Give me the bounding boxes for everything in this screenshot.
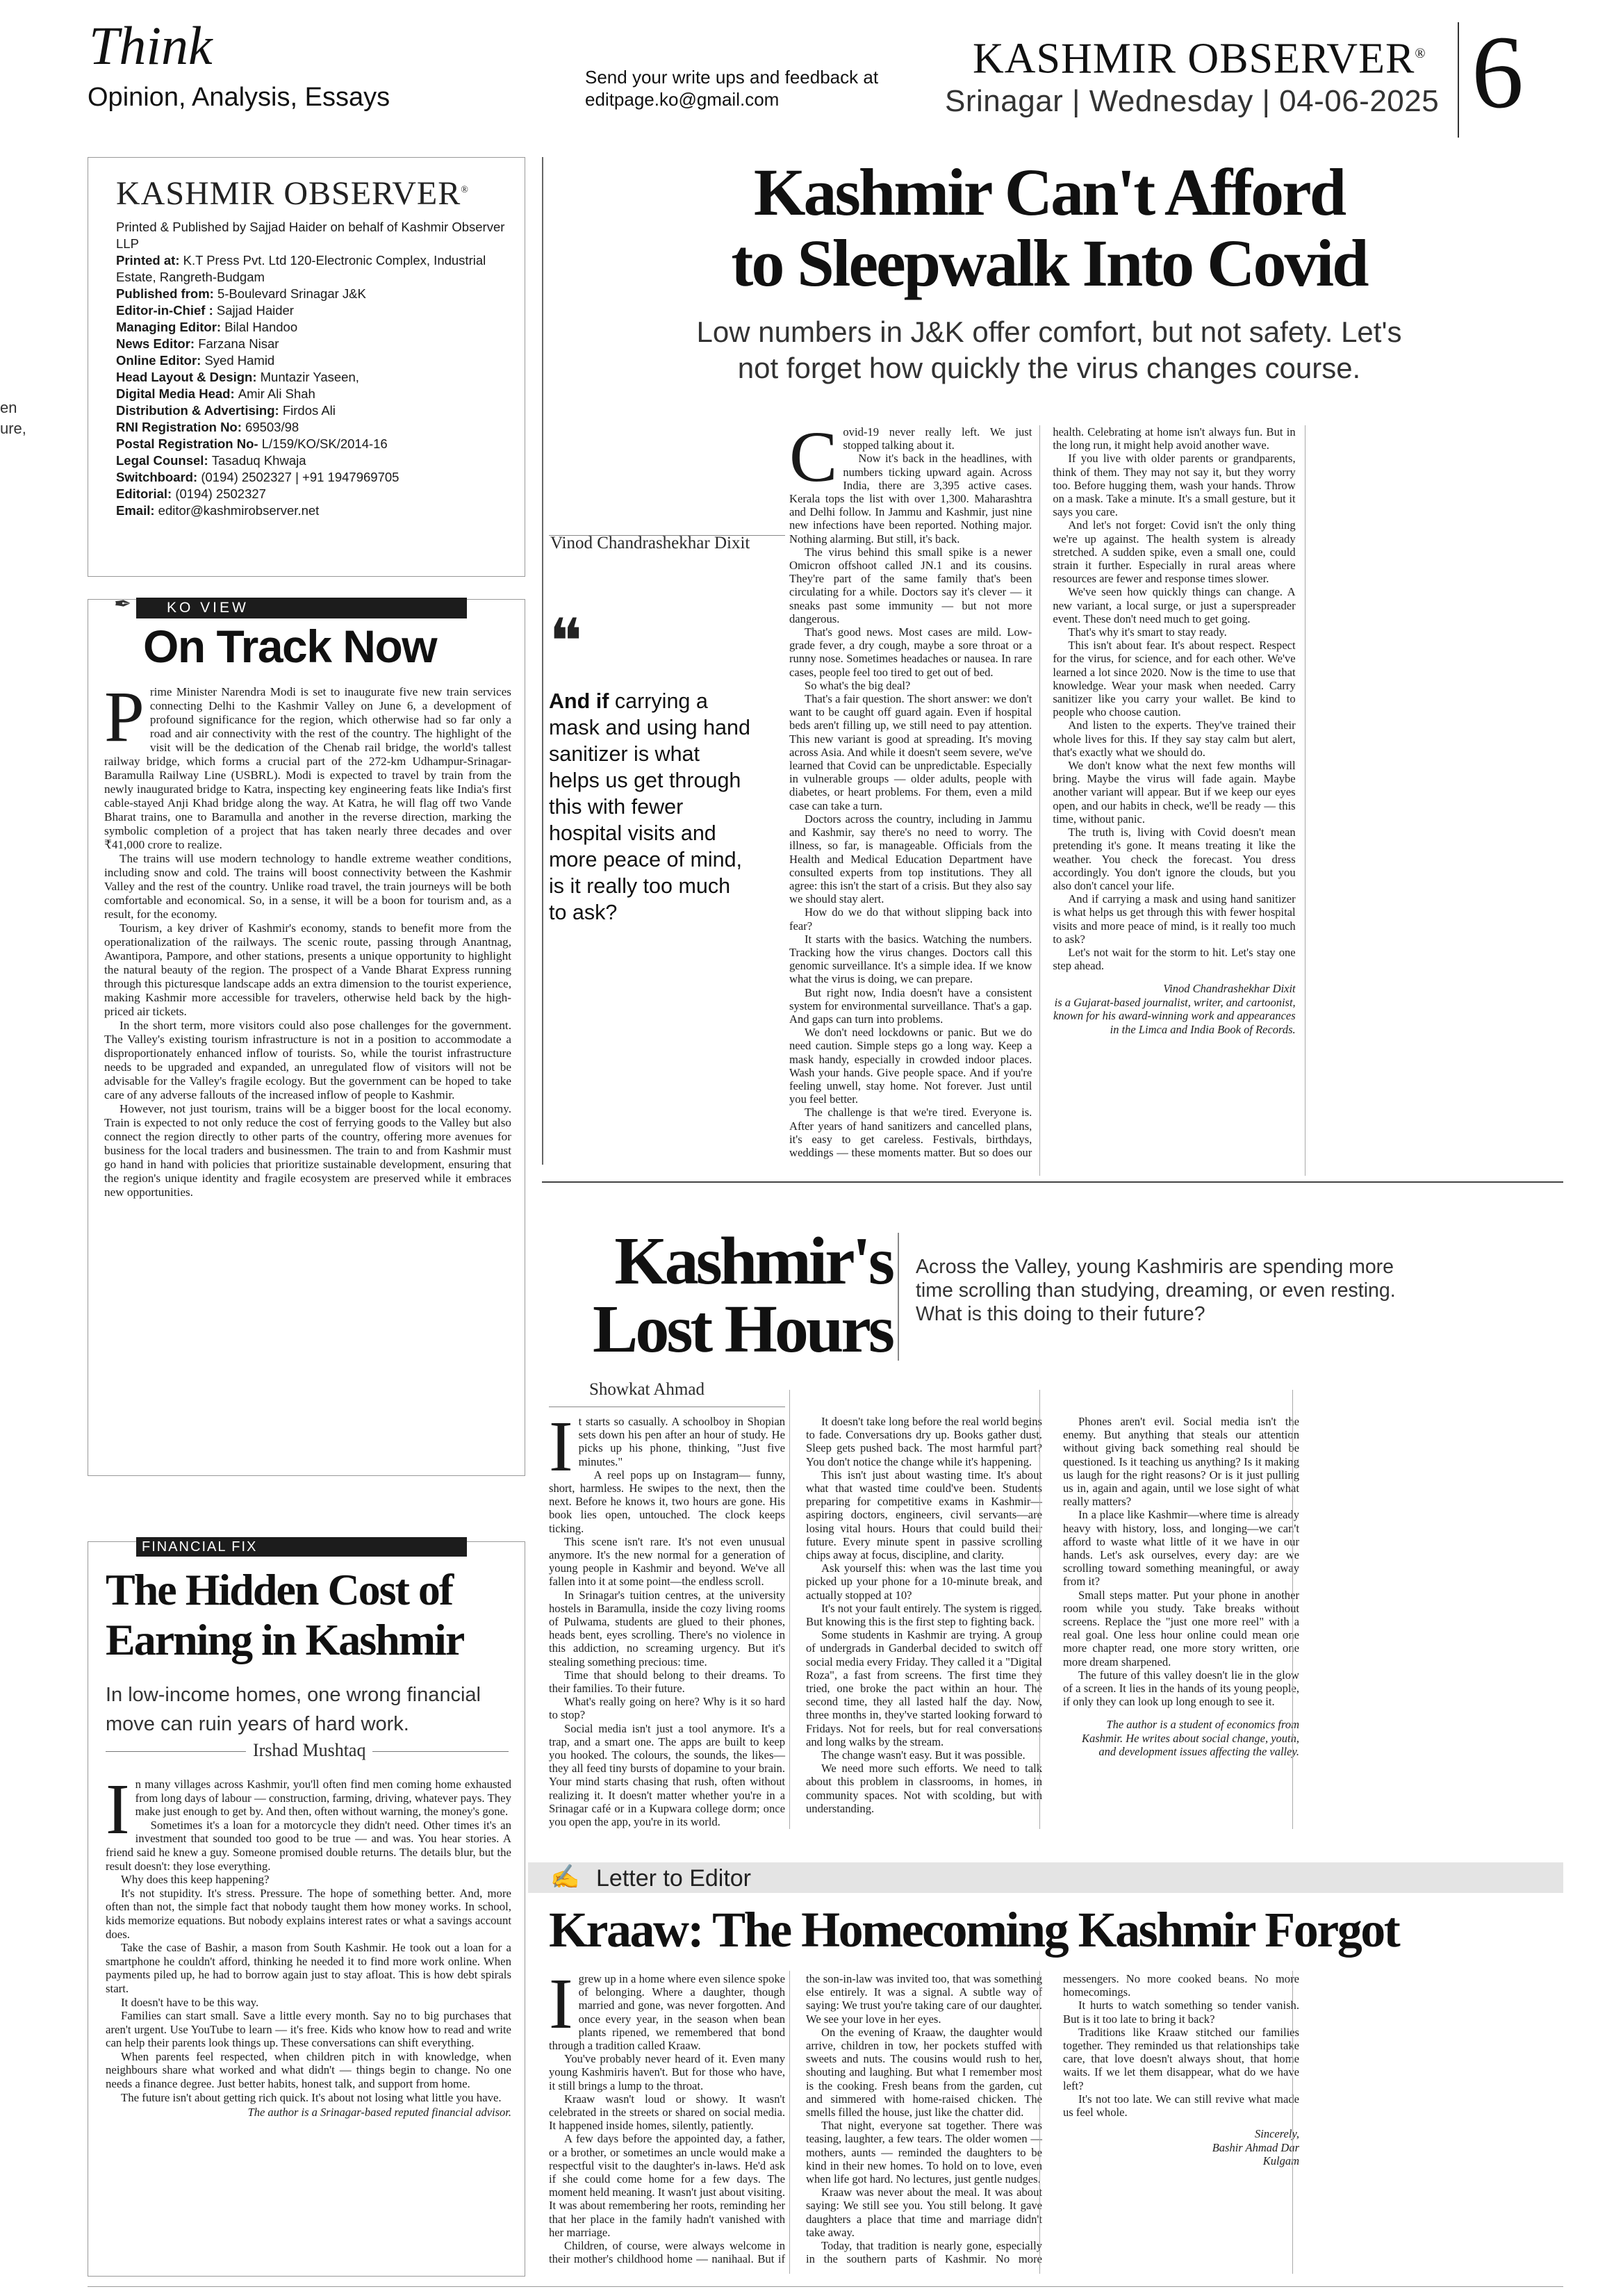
article-paragraph: Now it's back in the headlines, with numbers ticking upward again. Across India, there are 3,395 active cases. Kerala tops the list with over 1,300. Maharashtra and Delhi follow. In Jammu and Kashmir, just nine new infections have been reported. Nothing major. Nothing alarming. But still, it's back. — [789, 452, 1032, 546]
letter-col-rule — [1292, 1971, 1293, 2274]
article-paragraph: It doesn't have to be this way. — [121, 1995, 259, 2009]
ko-view-body — [104, 677, 511, 1199]
lost-hours-col-rule — [1039, 1390, 1040, 1829]
imprint-label: Switchboard: — [116, 470, 201, 484]
letter-location: Kulgam — [1262, 2154, 1299, 2168]
lost-hours-title — [542, 1224, 892, 1367]
imprint-value: Farzana Nisar — [198, 336, 279, 351]
article-paragraph: When parents feel respected, when children pitch in with knowledge, when neighbours share what worked and what didn't — things begin to change. No one needs a finance degree. Just better habits, honest talk, and support from home. — [106, 2049, 511, 2091]
letter-title: Kraaw: The Homecoming Kashmir Forgot — [549, 1902, 1399, 1958]
imprint-value: K.T Press Pvt. Ltd 120-Electronic Complex, Industrial Estate, Rangreth-Budgam — [116, 253, 486, 284]
article-paragraph: The future of this valley doesn't lie in the glow of a screen. It lies in the hands of its young people, if only they can look up long enough to see it. — [1063, 1668, 1299, 1709]
lost-hours-col-rule — [1292, 1390, 1293, 1829]
covid-body — [789, 417, 1559, 1176]
imprint-value: 69503/98 — [245, 420, 299, 434]
article-paragraph: We need more such efforts. We need to talk about this problem in classrooms, in homes, in community spaces. Not with scolding, but with understanding. — [806, 1762, 1042, 1815]
letter-col-rule — [1039, 1971, 1040, 2274]
lost-hours-title-rule — [898, 1233, 899, 1361]
imprint-label: Editor-in-Chief : — [116, 303, 217, 318]
article-paragraph: It's not stupidity. It's stress. Pressure. The hope of something better. And, more often than not, the simple fact that nobody taught them how money works. In school, kids memorize equations. But nobody explains interest rates or what a savings account does. — [106, 1886, 511, 1941]
letter-signature: Bashir Ahmad Dar — [1212, 2140, 1299, 2154]
letter-sign-off: Sincerely, — [1255, 2127, 1299, 2141]
imprint-value: 5-Boulevard Srinagar J&K — [217, 286, 366, 301]
author-bio: The author is a student of economics from Kashmir. He writes about social change, youth, and development issues affecting the valley. — [1081, 1718, 1299, 1759]
article-paragraph: Sometimes it's a loan for a motorcycle they didn't need. Other times it's an investment that sounded too good to be true — and was. You hear stories. A friend said he knew a guy. Someone promised double returns. The details blur, but the result doesn't: they lose everything. — [106, 1818, 511, 1873]
article-paragraph: So what's the big deal? — [805, 678, 911, 692]
imprint-label: News Editor: — [116, 336, 199, 351]
drop-cap: I — [549, 1407, 573, 1486]
imprint-line — [116, 319, 512, 336]
masthead-logo: KASHMIR OBSERVER® — [973, 35, 1426, 83]
ko-view-title: On Track Now — [143, 621, 437, 672]
financial-fix-body — [106, 1769, 511, 2119]
article-paragraph: The truth is, living with Covid doesn't mean pretending it's gone. It means treating it like the weather. You check the forecast. You dress accordingly. You don't ignore the clouds, but you also don't cancel your life. — [1053, 826, 1296, 892]
imprint-value: Bilal Handoo — [224, 320, 298, 334]
imprint-label: Email: — [116, 503, 158, 518]
article-paragraph: Today, that tradition is nearly gone, especially in the southern parts of Kashmir. No more messengers. No more cooked beans. No more homecomings. — [806, 1972, 1299, 2266]
imprint-value: L/159/KO/SK/2014-16 — [261, 436, 388, 451]
letter-body — [549, 1964, 1556, 2272]
covid-title-line1: Kashmir Can't Afford — [753, 155, 1345, 229]
article-paragraph: Kraaw wasn't loud or showy. It wasn't celebrated in the streets or shared on social media. It happened inside homes, silently, patiently. — [549, 2092, 785, 2133]
article-paragraph: You've probably never heard of it. Even many young Kashmiris haven't. But for those who have, it still brings a lump to the throat. — [549, 2052, 785, 2092]
imprint-line — [116, 369, 512, 386]
covid-col-rule — [1039, 425, 1040, 1176]
covid-title-line2: to Sleepwalk Into Covid — [731, 226, 1367, 300]
imprint-line — [116, 286, 512, 302]
imprint-label: RNI Registration No: — [116, 420, 246, 434]
article-paragraph: I grew up in a home where even silence spoke of belonging. Where a daughter, though married and gone, was never forgotten. And once every year, in the season when bean plants ripened, we remembered that bond through a tradition called Kraaw. — [549, 1964, 785, 2053]
imprint-label: Digital Media Head: — [116, 386, 238, 401]
covid-dek — [549, 314, 1549, 386]
article-paragraph: And listen to the experts. They've trained their whole lives for this. If they say stay calm but alert, that's exactly what we should do. — [1053, 719, 1296, 759]
financial-fix-kicker: FINANCIAL FIX — [142, 1539, 258, 1555]
article-paragraph: In the short term, more visitors could also pose challenges for the government. The Valley's existing tourism infrastructure is not in a position to accommodate a disproportionately enhanced inflow of tourists. So, while the tourist infrastructure needs to be upgraded and expanded, an unregulated flow of visitors will not be advisable for the Valley's fragile ecology. But the government can be hoped to take care of any adverse fallouts of the increased inflow of people to Kashmir. — [104, 1019, 511, 1101]
article-paragraph: That's a fair question. The short answer: we don't want to be caught off guard again. Even if hospital beds aren't filling up, we still need to pay attention. This new variant is good at spreading. It's moving across Asia. And while it doesn't seem severe, we've learned that Covid can be unpredictable. Especially in vulnerable groups — older adults, people with diabetes, or heart problems. For them, even a mild case can take a turn. — [789, 692, 1032, 812]
imprint-value: Syed Hamid — [204, 353, 275, 368]
imprint-line — [116, 469, 512, 486]
imprint-label: Head Layout & Design: — [116, 370, 261, 384]
drop-cap: P — [104, 677, 145, 757]
article-paragraph: And if carrying a mask and using hand sanitizer is what helps us get through this with fewer hospital visits and more peace of mind, is it really too much to ask? — [1053, 892, 1296, 946]
article-paragraph: That night, everyone sat together. There was teasing, laughter, a few tears. The older women — mothers, aunts — reminded the daughters to be kind in their new homes. To hold on to love, even when life got hard. No lectures, just gentle nudges. — [806, 2119, 1042, 2186]
margin-fragment: ure, — [0, 420, 26, 437]
lost-hours-title-line1: Kashmir's — [614, 1224, 892, 1299]
imprint-line — [116, 252, 512, 286]
covid-dek-line1: Low numbers in J&K offer comfort, but not safety. Let's — [696, 315, 1402, 348]
article-paragraph: In Srinagar's tuition centres, at the university hostels in Baramulla, inside the cozy living rooms of Pulwama, students are glued to their phones, heads bent, eyes scrolling. There's no violence in this addiction, no screaming urgency. But it's stealing something precious: time. — [549, 1588, 785, 1668]
author-bio: is a Gujarat-based journalist, writer, and cartoonist, known for his award-winning work and appearances in the Limca and India Book of Records. — [1053, 995, 1296, 1036]
financial-fix-title-line2: Earning in Kashmir — [106, 1615, 464, 1664]
article-paragraph: Some students in Kashmir are trying. A group of undergrads in Ganderbal decided to switch off social media every Friday. They called it a "Digital Roza", a fast from screens. The first time they tried, one broke the pact within an hour. The second time, they all lasted half the day. Now, three months in, they've started looking forward to Fridays. Not for reels, but for real conversations and long walks by the stream. — [806, 1628, 1042, 1748]
dateline: Srinagar | Wednesday | 04-06-2025 — [945, 84, 1440, 118]
ko-view-kicker: KO VIEW — [167, 600, 249, 616]
imprint-value: Muntazir Yaseen, — [260, 370, 359, 384]
article-paragraph: This isn't about fear. It's about respect. Respect for the virus, for science, and for each other. We've learned a lot since 2020. Now is the time to use that knowledge. Wear your mask when needed. Carry sanitizer like you carry your wallet. Be kind to people who choose caution. — [1053, 639, 1296, 719]
section-subtitle: Opinion, Analysis, Essays — [88, 83, 390, 112]
imprint-line[interactable] — [116, 502, 512, 519]
imprint-lines — [116, 219, 512, 519]
ko-view-kicker-bar — [136, 598, 467, 618]
quote-mark-icon: ❝ — [549, 608, 583, 677]
article-paragraph: It starts with the basics. Watching the numbers. Tracking how the virus changes. Doctors call this genomic surveillance. It's a simple idea. If we know what the virus is doing, we can prepare. — [789, 932, 1032, 986]
article-paragraph: How do we do that without slipping back into fear? — [789, 905, 1032, 933]
covid-title — [549, 157, 1549, 299]
imprint-line — [116, 219, 512, 252]
article-paragraph: Children, of course, were always welcome in their mother's childhood home — nanihaal. But if the son-in-law was invited too, that was something else entirely. It was a signal. A subtle way of saying: We trust you're taking care of our daughter. We see your love in her eyes. — [549, 1972, 1042, 2266]
imprint-label: Postal Registration No- — [116, 436, 262, 451]
imprint-line — [116, 386, 512, 402]
article-paragraph: In many villages across Kashmir, you'll often find men coming home exhausted from long days of labour — construction, farming, driving, whatever pays. They make just enough to get by. And then, often without warning, the money's gone. — [106, 1769, 511, 1849]
financial-fix-kicker-bar — [136, 1537, 467, 1557]
article-paragraph: It hurts to watch something so tender vanish. But is it too late to bring it back? — [1063, 1999, 1299, 2026]
article-paragraph: Covid-19 never really left. We just stopped talking about it. — [789, 417, 1032, 497]
article-paragraph: Tourism, a key driver of Kashmir's economy, stands to benefit more from the operationalization of the railways. The scenic route, passing through Anantnag, Awantipora, Pampore, and other stations, presents a unique opportunity to highlight the natural beauty of the region. The prospect of a Vande Bharat Express running through this picturesque landscape adds an extra dimension to the tourist experience, making Kashmir more accessible for travelers, otherwise held back by the high-priced air tickets. — [104, 921, 511, 1018]
article-paragraph: If you live with older parents or grandparents, think of them. They may not say it, but they worry too. Before hugging them, wash your hands. Throw on a mask. Take a minute. It's a small gesture, but it says you care. — [1053, 452, 1296, 519]
article-paragraph: The challenge is that we're tired. Everyone is. After years of hand sanitizers and cancelled plans, it's easy to get careless. Festivals, birthdays, weddings — these moments matter. But so does our health. Celebrating at home isn't always fun. But in the long run, it might help avoid another wave. — [789, 425, 1296, 1159]
article-paragraph: In a place like Kashmir—where time is already heavy with history, loss, and longing—we can't afford to waste what little of it we have in our hands. Let's ask ourselves, every day: are we scrolling toward something meaningful, or away from it? — [1063, 1508, 1299, 1589]
imprint-line — [116, 352, 512, 369]
column-divider — [542, 157, 543, 1165]
article-paragraph: We've seen how quickly things can change. A new variant, a local surge, or just a superspreader event. These don't need much to get going. — [1053, 585, 1296, 625]
article-paragraph: But right now, India doesn't have a consistent system for environmental surveillance. That's a gap. And gaps can turn into problems. — [789, 985, 1032, 1026]
article-paragraph: Prime Minister Narendra Modi is set to inaugurate five new train services connecting Delhi to the Kashmir Valley on June 6, a development of profound significance for the region, which otherwise had so far only a road and air connectivity with the rest of the country. The highlight of the visit will be the dedication of the Chenab rail bridge, the world's tallest railway bridge, which forms a crucial part of the 272-km Udhampur-Srinagar-Baramulla Railway Line (USBRL). Modi is expected to travel by train from the newly inaugurated bridge to Katra, inspecting key engineering feats like India's first cable-stayed Anji Khad bridge along the way. At Katra, he will flag off two Vande Bharat trains, one to Baramulla and another in the reverse direction, marking the symbolic completion of a project that has taken nearly three decades and over ₹41,000 crore to realize. — [104, 677, 511, 851]
author-name: Vinod Chandrashekhar Dixit — [1163, 982, 1296, 996]
pull-quote-text: carrying a mask and using hand sanitizer is what helps us get through this with fewer hospital visits and more peace of mind, is it really too much to ask? — [549, 689, 750, 924]
pen-writing-icon: ✍ — [550, 1864, 580, 1890]
imprint-label: Distribution & Advertising: — [116, 403, 283, 418]
covid-dek-line2: not forget how quickly the virus changes course. — [737, 352, 1361, 384]
imprint-line — [116, 436, 512, 452]
imprint-value: editor@kashmirobserver.net — [158, 503, 320, 518]
article-paragraph: It starts so casually. A schoolboy in Shopian sets down his pen after an hour of study. He picks up his phone, thinking, "Just five minutes." — [549, 1407, 785, 1486]
article-paragraph: What's really going on here? Why is it so hard to stop? — [549, 1695, 785, 1722]
article-paragraph: Phones aren't evil. Social media isn't the enemy. But anything that steals our attention without giving back something real should be questioned. Is it teaching us anything? Is it making us laugh for the right reasons? Or is it just pulling us in, again and again, until we lose sight of what really matters? — [1063, 1415, 1299, 1509]
covid-byline: Vinod Chandrashekhar Dixit — [550, 534, 750, 552]
imprint-line — [116, 302, 512, 319]
lost-hours-dek: Across the Valley, young Kashmiris are spending more time scrolling than studying, dreaming, or even resting. What is this doing to their future? — [916, 1256, 1396, 1325]
imprint-label: Managing Editor: — [116, 320, 225, 334]
margin-fragment: en — [0, 399, 17, 416]
imprint-line — [116, 419, 512, 436]
article-paragraph: Take the case of Bashir, a mason from South Kashmir. He took out a loan for a smartphone he couldn't afford, thinking he needed it to find more work online. When payments piled up, he had to borrow again just to stay afloat. This is how debt spirals start. — [106, 1941, 511, 1995]
article-paragraph: The future isn't about getting rich quick. It's about not losing what little you have. — [121, 2090, 502, 2104]
financial-fix-title — [106, 1565, 463, 1665]
financial-fix-dek: In low-income homes, one wrong financial move can ruin years of hard work. — [106, 1684, 481, 1735]
article-paragraph: However, not just tourism, trains will be a bigger boost for the local economy. Train is expected to not only reduce the cost of ferrying goods to the Valley but also connect the region directly to other parts of the country, offering more avenues for business for the local traders and businessmen. The train to and from Kashmir must go hand in hand with policies that prioritize sustainable development, ensuring that the region's unique identity and fragile ecosystem are preserved while it embraces new opportunities. — [104, 1102, 511, 1199]
pull-quote-lead: And if — [549, 689, 609, 713]
letter-label: Letter to Editor — [596, 1865, 752, 1892]
article-paragraph: It's not your fault entirely. The system is rigged. But knowing this is the first step to fighting back. — [806, 1601, 1042, 1629]
section-rule — [542, 1181, 1563, 1183]
article-paragraph: We don't need lockdowns or panic. But we do need caution. Simple steps go a long way. Keep a mask handy, especially in crowded indoor places. Wash your hands. Give people space. And if you're feeling unwell, stay home. Not forever. Just until you feel better. — [789, 1026, 1032, 1106]
financial-fix-title-line1: The Hidden Cost of — [106, 1565, 453, 1614]
drop-cap: C — [789, 417, 838, 497]
article-paragraph: Families can start small. Save a little every month. Say no to big purchases that aren't urgent. Use YouTube to learn — it's free. Kids who know how to read and write can help their parents look things up. These conversations can shift everything. — [106, 2009, 511, 2050]
article-paragraph: Ask yourself this: when was the last time you picked up your phone for a 10-minute break, and actually stopped at 10? — [806, 1561, 1042, 1602]
imprint-line — [116, 452, 512, 469]
imprint-line — [116, 336, 512, 352]
imprint-value: (0194) 2502327 — [175, 486, 266, 501]
article-paragraph: This scene isn't rare. It's not even unusual anymore. It's the new normal for a generation of young people in Kashmir and beyond. We've all fallen into it at some point—the endless scroll. — [549, 1534, 785, 1589]
imprint-value: (0194) 2502327 | +91 1947969705 — [201, 470, 400, 484]
imprint-logo-text: KASHMIR OBSERVER — [116, 175, 461, 212]
article-paragraph: Kraaw was never about the meal. It was about saying: We still see you. You still belong. It gave daughters a place that time and marriage didn't take away. — [806, 2186, 1042, 2239]
lost-hours-col-rule — [789, 1390, 790, 1829]
imprint-logo: KASHMIR OBSERVER® — [116, 175, 469, 212]
imprint-label: Online Editor: — [116, 353, 205, 368]
article-paragraph: Doctors across the country, including in Jammu and Kashmir, say there's no need to worry. The illness, so far, is manageable. Officials from the Health and Medical Education Department have consulted experts from top institutions. They all agree: this isn't the start of a crisis. But they also say we should stay alert. — [789, 812, 1032, 906]
article-paragraph: The change wasn't easy. But it was possible. — [821, 1748, 1025, 1762]
header-divider — [1458, 22, 1459, 138]
imprint-value: Printed & Published by Sajjad Haider on behalf of Kashmir Observer LLP — [116, 220, 505, 251]
article-paragraph: Why does this keep happening? — [121, 1873, 270, 1887]
article-paragraph: The virus behind this small spike is a newer Omicron offshoot called JN.1 and its cousins. They're part of the same family that's been circulating for a while. Doctors say it's clever — it sneaks past some immunity — but not more dangerous. — [789, 545, 1032, 625]
letter-col-rule — [789, 1971, 790, 2274]
article-paragraph: Social media isn't just a tool anymore. It's a trap, and a smart one. The apps are built to keep you hooked. The colours, the sounds, the likes—they all feed tiny bursts of dopamine to your brain. Your mind starts chasing that rush, often without realizing it. It doesn't matter whether you're in a Srinagar café or in a Kupwara college dorm; once you open the app, you're in its world. — [549, 1721, 785, 1829]
author-bio: The author is a Srinagar-based reputed financial advisor. — [247, 2106, 511, 2119]
feedback-email[interactable]: editpage.ko@gmail.com — [585, 89, 780, 110]
article-paragraph: Time that should belong to their dreams. To their families. To their future. — [549, 1668, 785, 1696]
imprint-label: Published from: — [116, 286, 217, 301]
article-paragraph: That's good news. Most cases are mild. Low-grade fever, a dry cough, maybe a sore throat or a runny nose. Sometimes headaches or nausea. In rare cases, people feel too tired to get out of bed. — [789, 625, 1032, 679]
pen-icon: ✒ — [114, 593, 132, 616]
article-paragraph: This isn't just about wasting time. It's about what that wasted time could've been. Students preparing for competitive exams in Kashmir—aspiring doctors, engineers, civil servants—are losing vital hours. Hours that could build their future. Every minute spent in passive scrolling chips away at focus, discipline, and clarity. — [806, 1468, 1042, 1562]
page-number: 6 — [1472, 15, 1524, 130]
article-paragraph: The trains will use modern technology to handle extreme weather conditions, including snow and cold. The trains will boost connectivity between the Kashmir Valley and the rest of the country. Unlike road travel, the train journeys will be both comfortable and economical. So, in a sense, it will be a boon for tourism and, as a result, for the economy. — [104, 852, 511, 921]
drop-cap: I — [106, 1769, 130, 1849]
imprint-label: Editorial: — [116, 486, 176, 501]
imprint-value: Firdos Ali — [282, 403, 336, 418]
article-paragraph: On the evening of Kraaw, the daughter would arrive, children in tow, her pockets stuffed with sweets and nuts. The cousins would rush to her, shouting and laughing. But what I remember most is the cooking. Fresh beans from the garden, cut and simmered with home-raised chicken. The smells filled the house, just like the chatter did. — [806, 2025, 1042, 2119]
page-bottom-rule — [88, 2286, 1563, 2287]
article-paragraph: That's why it's smart to stay ready. — [1068, 625, 1227, 639]
drop-cap: I — [549, 1964, 573, 2044]
financial-fix-byline: Irshad Mushtaq — [246, 1740, 372, 1761]
section-title: Think — [89, 15, 213, 76]
article-paragraph: It doesn't take long before the real world begins to fade. Conversations dry up. Books gather dust. Sleep gets pushed back. The most harmful part? You don't notice the change while it's happening. — [806, 1415, 1042, 1468]
article-paragraph: A reel pops up on Instagram— funny, short, harmless. He swipes to the next, then the next. Before he knows it, two hours are gone. His book lies open, untouched. The clock keeps ticking. — [549, 1468, 785, 1535]
article-paragraph: And let's not forget: Covid isn't the only thing we're up against. The health system is already stretched. A sudden spike, even a small one, could strain it further. Especially in rural areas where resources are fewer and response times slower. — [1053, 518, 1296, 586]
article-paragraph: A few days before the appointed day, a father, or a brother, or sometimes an uncle would make a respectful visit to the daughter's in-laws. He'd ask if she could come home for a few days. The moment held meaning. It wasn't just about visiting. It was about remembering her roots, reminding her that her place in the family hadn't vanished with her marriage. — [549, 2132, 785, 2239]
article-paragraph: It's not too late. We can still revive what made us feel whole. — [1063, 2092, 1299, 2119]
imprint-label: Printed at: — [116, 253, 183, 268]
send-writeups-line: Send your write ups and feedback at — [585, 67, 879, 88]
article-paragraph: Let's not wait for the storm to hit. Let's stay one step ahead. — [1053, 945, 1296, 973]
article-paragraph: We don't know what the next few months will bring. Maybe the virus will fade again. Maybe another variant will appear. But if we keep our eyes open, and our habits in check, we'll be ready — this time, without panic. — [1053, 759, 1296, 826]
article-paragraph: Small steps matter. Put your phone in another room while you study. Take breaks without screens. Replace the "just one more reel" with a real goal. One less hour online could mean one more chapter read, one more story written, one more dream sharpened. — [1063, 1588, 1299, 1668]
imprint-line — [116, 402, 512, 419]
lost-hours-byline: Showkat Ahmad — [589, 1380, 705, 1399]
imprint-value: Sajjad Haider — [216, 303, 294, 318]
article-paragraph: Traditions like Kraaw stitched our families together. They reminded us that relationships take care, that love doesn't always shout, that home waits. If we let them disappear, what do we have left? — [1063, 2025, 1299, 2092]
imprint-value: Tasaduq Khwaja — [211, 453, 306, 468]
imprint-line — [116, 486, 512, 502]
imprint-value: Amir Ali Shah — [238, 386, 315, 401]
imprint-label: Legal Counsel: — [116, 453, 212, 468]
imprint-box — [88, 157, 525, 577]
lost-hours-body — [549, 1407, 1556, 1830]
masthead-text: KASHMIR OBSERVER — [973, 35, 1415, 83]
lost-hours-title-line2: Lost Hours — [592, 1292, 892, 1367]
covid-pull-quote — [549, 688, 750, 926]
